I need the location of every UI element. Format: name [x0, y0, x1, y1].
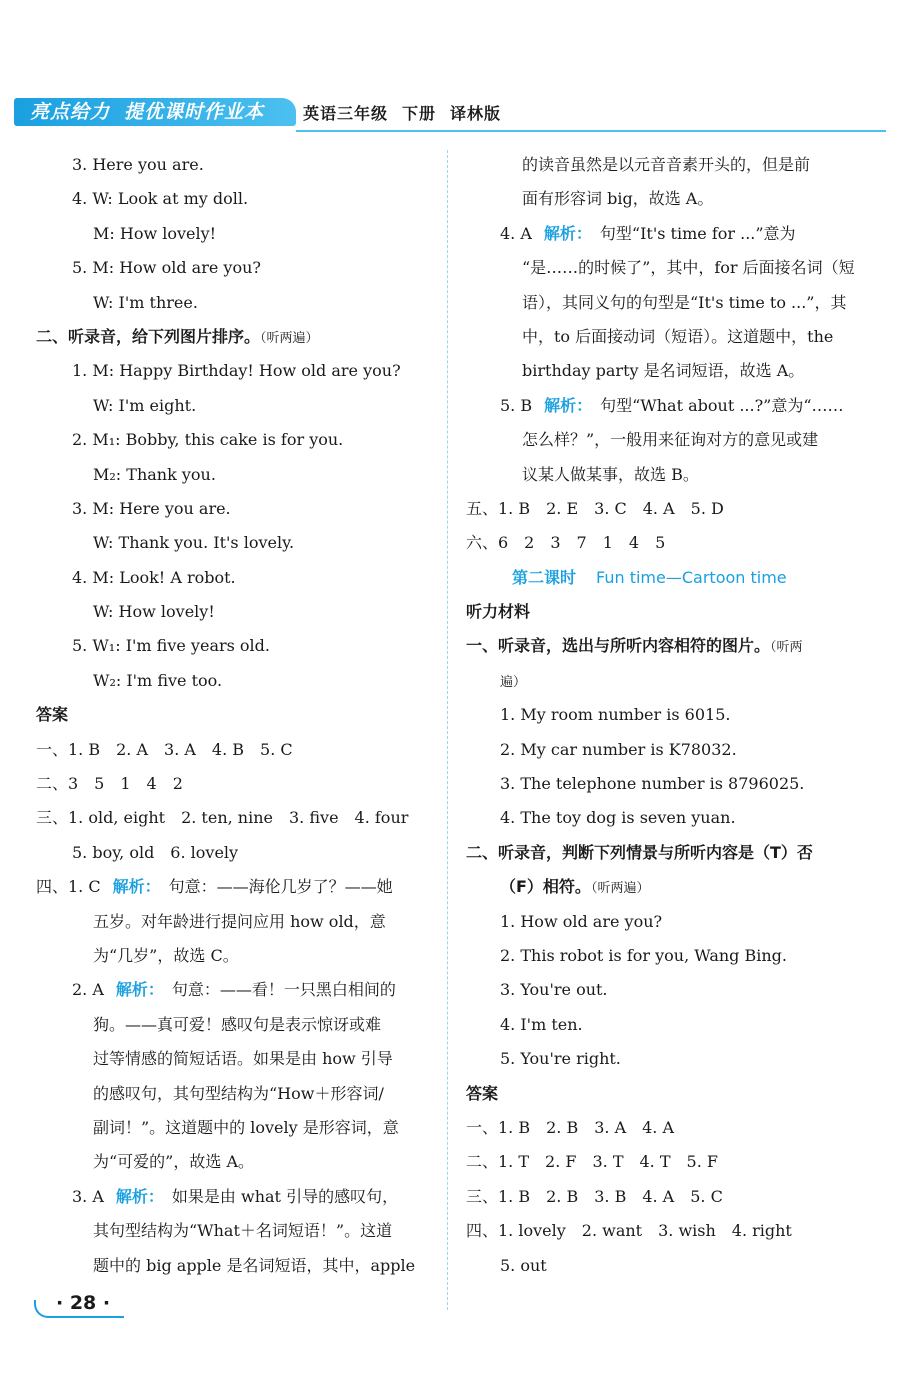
answer-line: 5. boy, old 6. lovely [72, 842, 239, 862]
text-line: 1. My room number is 6015. [500, 705, 731, 725]
answer-head: 四、1. C [36, 877, 101, 897]
right-column [466, 148, 866, 1283]
section-title [466, 629, 866, 663]
text-line: W₂: I'm five too. [93, 670, 223, 690]
lesson-label: 第二课时 [512, 567, 577, 587]
analysis-line: 的感叹句，其句型结构为“How＋形容词/ [93, 1083, 384, 1103]
text-line: 1. How old are you? [500, 911, 663, 931]
text-line: 4. M: Look! A robot. [72, 567, 236, 587]
section-title [36, 320, 436, 354]
brand-name: 亮点给力 [30, 101, 111, 123]
series-brand-banner [14, 98, 296, 126]
text-line: 5. W₁: I'm five years old. [72, 636, 270, 656]
section-note-line [466, 664, 866, 698]
analysis-text: 句型“It's time for ...”意为 [599, 223, 796, 243]
analysis-line: 议某人做某事，故选 B。 [522, 464, 699, 484]
answer-line: 二、3 5 1 4 2 [36, 774, 183, 794]
answer-line [36, 1180, 436, 1214]
answer-line: 5. out [500, 1255, 547, 1275]
section-title: 二、听录音，判断下列情景与所听内容是（T）否 [466, 842, 813, 862]
header-rule [296, 130, 886, 132]
text-line: 4. I'm ten. [500, 1014, 583, 1034]
analysis-line: “是……的时候了”，其中，for 后面接名词（短 [522, 258, 855, 278]
answer-line: 三、1. B 2. B 3. B 4. A 5. C [466, 1186, 723, 1206]
analysis-label: 解析： [544, 395, 593, 415]
text-line: 3. The telephone number is 8796025. [500, 774, 805, 794]
book-subject: 英语三年级 [303, 104, 389, 123]
analysis-line: 语），其同义句的句型是“It's time to ...”，其 [522, 292, 847, 312]
analysis-text: 如果是由 what 引导的感叹句， [171, 1186, 399, 1206]
analysis-line: 面有形容词 big，故选 A。 [522, 189, 714, 209]
answer-line: 一、1. B 2. A 3. A 4. B 5. C [36, 739, 293, 759]
section-note: （听两 [770, 640, 803, 656]
analysis-line: 为“可爱的”，故选 A。 [93, 1152, 255, 1172]
left-column [36, 148, 436, 1283]
text-line: 4. W: Look at my doll. [72, 189, 249, 209]
section-note: （听两遍） [590, 881, 650, 897]
book-volume: 下册 [402, 104, 437, 123]
text-line: M₂: Thank you. [93, 464, 216, 484]
listening-heading: 听力材料 [466, 602, 531, 622]
section-note: 遍） [500, 674, 527, 690]
brand-subtitle: 提优课时作业本 [124, 101, 265, 123]
analysis-line: 的读音虽然是以元音音素开头的，但是前 [522, 155, 811, 174]
section-note: （听两遍） [260, 330, 319, 346]
answer-line: 六、6 2 3 7 1 4 5 [466, 533, 666, 553]
analysis-line: 为“几岁”，故选 C。 [93, 945, 239, 965]
answer-head: 3. A [72, 1186, 104, 1206]
section-title-text: （F）相符。 [500, 877, 591, 897]
text-line: 2. My car number is K78032. [500, 739, 737, 759]
answer-line: 四、1. lovely 2. want 3. wish 4. right [466, 1221, 792, 1241]
answer-head: 4. A [500, 223, 532, 243]
analysis-label: 解析： [543, 223, 592, 243]
text-line: 3. M: Here you are. [72, 498, 231, 518]
section-title-cont [466, 870, 866, 904]
analysis-line: 题中的 big apple 是名词短语，其中，apple [93, 1255, 416, 1275]
answer-line [466, 217, 866, 251]
analysis-line: 五岁。对年龄进行提问应用 how old，意 [93, 911, 386, 931]
text-line: W: Thank you. It's lovely. [93, 533, 295, 553]
analysis-text: 句意：——看！一只黑白相间的 [171, 980, 396, 1000]
answers-heading: 答案 [36, 705, 69, 725]
text-line: 5. M: How old are you? [72, 258, 261, 278]
text-line: 3. Here you are. [72, 155, 204, 174]
page-number: · 28 · [56, 1292, 111, 1314]
answer-line: 五、1. B 2. E 3. C 4. A 5. D [466, 498, 724, 518]
analysis-label: 解析： [112, 877, 161, 897]
answer-head: 5. B [500, 395, 533, 415]
analysis-line: birthday party 是名词短语，故选 A。 [522, 361, 805, 381]
text-line: 4. The toy dog is seven yuan. [500, 808, 736, 828]
answer-head: 2. A [72, 980, 104, 1000]
text-line: W: How lovely! [93, 602, 215, 622]
text-line: 5. You're right. [500, 1049, 621, 1069]
analysis-text: 句意：——海伦几岁了？——她 [168, 877, 393, 897]
book-edition: 译林版 [450, 104, 502, 123]
analysis-line: 过等情感的简短话语。如果是由 how 引导 [93, 1049, 393, 1069]
lesson-title: Fun time—Cartoon time [596, 567, 787, 587]
section-title-text: 一、听录音，选出与所听内容相符的图片。 [466, 636, 771, 656]
text-line: M: How lovely! [93, 223, 217, 243]
page-header [0, 92, 900, 132]
text-line: W: I'm eight. [93, 395, 197, 415]
analysis-label: 解析： [115, 1186, 164, 1206]
analysis-line: 怎么样？”，一般用来征询对方的意见或建 [522, 430, 819, 450]
text-line: 3. You're out. [500, 980, 608, 1000]
footer-rule [72, 1316, 124, 1318]
answers-heading: 答案 [466, 1083, 499, 1103]
text-line: 2. This robot is for you, Wang Bing. [500, 945, 787, 965]
analysis-line: 狗。——真可爱！感叹句是表示惊讶或难 [93, 1014, 382, 1034]
column-divider [447, 150, 448, 1310]
text-line: 1. M: Happy Birthday! How old are you? [72, 361, 401, 381]
analysis-line: 中，to 后面接动词（短语）。这道题中，the [522, 326, 834, 346]
text-line: 2. M₁: Bobby, this cake is for you. [72, 430, 344, 450]
book-info [303, 101, 515, 124]
analysis-text: 句型“What about ...?”意为“…… [600, 395, 844, 415]
answer-line: 一、1. B 2. B 3. A 4. A [466, 1117, 675, 1137]
section-title-text: 二、听录音，给下列图片排序。 [36, 326, 261, 346]
text-line: W: I'm three. [93, 292, 198, 312]
answer-line [36, 973, 436, 1007]
answer-line: 二、1. T 2. F 3. T 4. T 5. F [466, 1152, 718, 1172]
answer-line [466, 389, 866, 423]
analysis-line: 副词！”。这道题中的 lovely 是形容词，意 [93, 1117, 399, 1137]
analysis-line: 其句型结构为“What＋名词短语！”。这道 [93, 1221, 393, 1241]
analysis-label: 解析： [115, 980, 164, 1000]
answer-line [36, 870, 436, 904]
lesson-heading [466, 561, 866, 595]
answer-line: 三、1. old, eight 2. ten, nine 3. five 4. four [36, 808, 409, 828]
